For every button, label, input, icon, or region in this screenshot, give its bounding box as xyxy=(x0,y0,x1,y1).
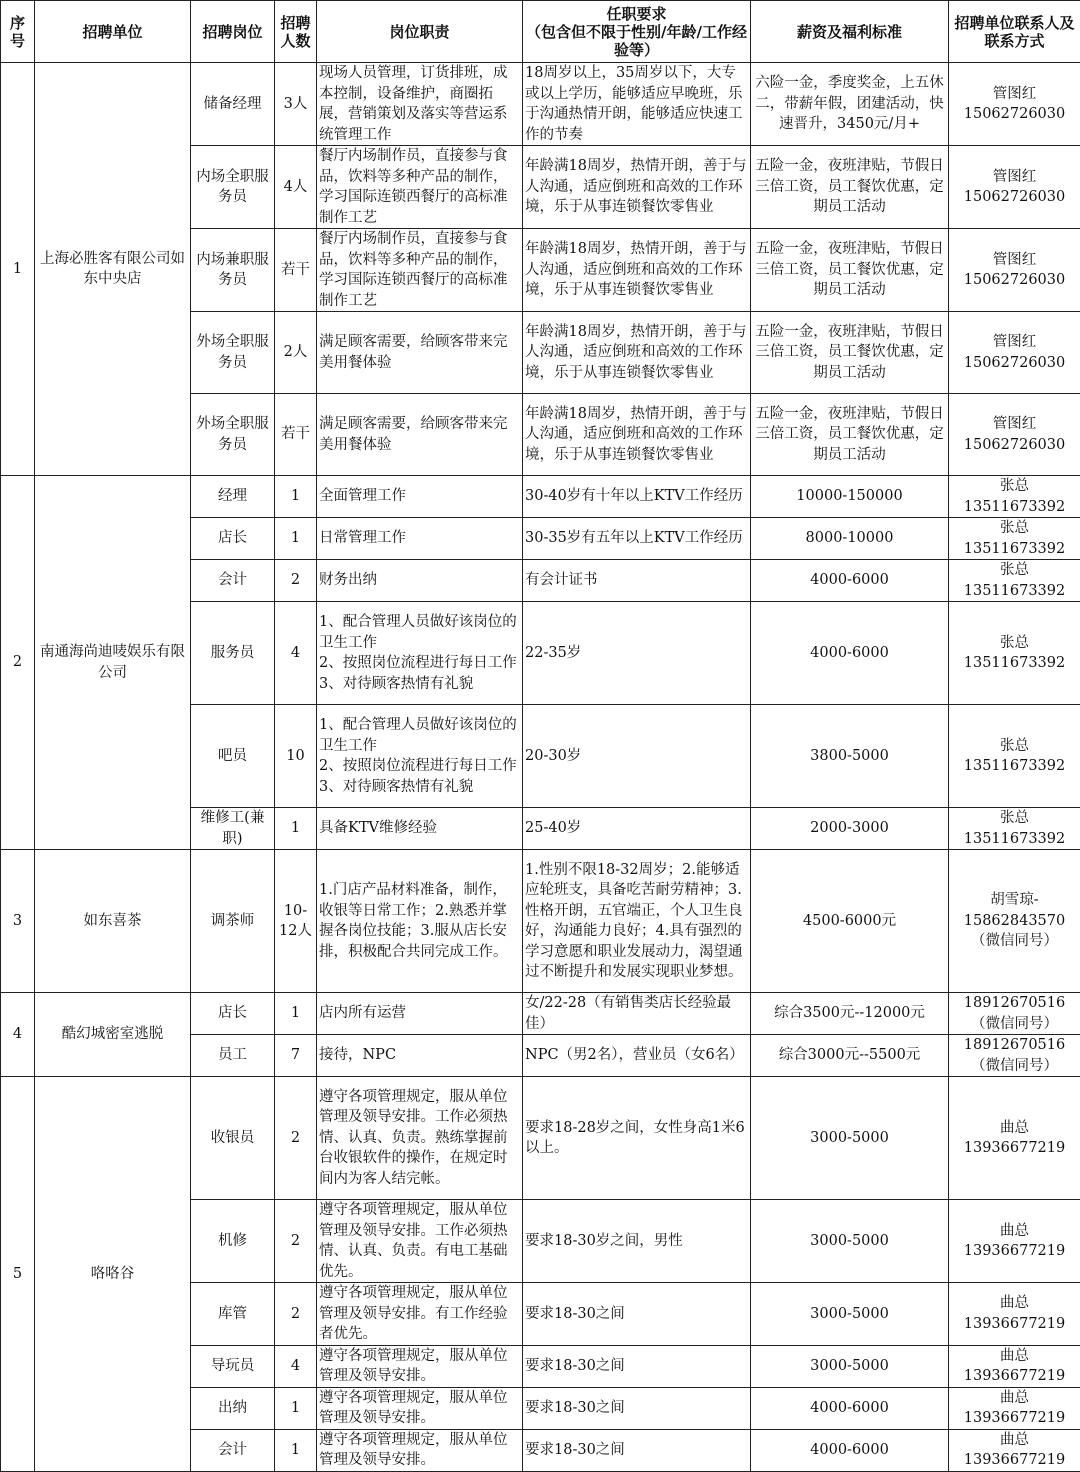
table-row xyxy=(1,1077,1080,1200)
count-cell: 1 xyxy=(275,476,317,518)
salary-cell: 3000-5000 xyxy=(751,1200,949,1283)
seq-cell: 1 xyxy=(1,63,35,476)
contact-cell: 管图红 15062726030 xyxy=(949,312,1080,394)
salary-cell: 五险一金，夜班津贴，节假日三倍工资，员工餐饮优惠，定期员工活动 xyxy=(751,229,949,312)
header-requirements: 任职要求 （包含但不限于性别/年龄/工作经验等） xyxy=(523,1,751,63)
duties-cell: 满足顾客需要，给顾客带来完美用餐体验 xyxy=(317,394,523,476)
position-cell: 员工 xyxy=(191,1035,275,1077)
contact-cell: 曲总13936677219 xyxy=(949,1077,1080,1200)
duties-cell: 日常管理工作 xyxy=(317,518,523,560)
contact-cell: 管图红 15062726030 xyxy=(949,394,1080,476)
count-cell: 2 xyxy=(275,560,317,602)
salary-cell: 3000-5000 xyxy=(751,1283,949,1346)
count-cell: 2 xyxy=(275,1200,317,1283)
count-cell: 2 xyxy=(275,1283,317,1346)
header-count: 招聘人数 xyxy=(275,1,317,63)
requirements-cell: 30-40岁有十年以上KTV工作经历 xyxy=(523,476,751,518)
duties-cell: 餐厅内场制作员，直接参与食品，饮料等多种产品的制作，学习国际连锁西餐厅的高标准制作工艺 xyxy=(317,146,523,229)
salary-cell: 4000-6000 xyxy=(751,602,949,705)
position-cell: 维修工(兼职) xyxy=(191,808,275,850)
duties-cell: 接待，NPC xyxy=(317,1035,523,1077)
requirements-cell: 要求18-30之间 xyxy=(523,1345,751,1387)
count-cell: 1 xyxy=(275,1429,317,1471)
duties-cell: 遵守各项管理规定，服从单位管理及领导安排。有工作经验者优先。 xyxy=(317,1283,523,1346)
position-cell: 收银员 xyxy=(191,1077,275,1200)
count-cell: 4 xyxy=(275,1345,317,1387)
seq-cell: 4 xyxy=(1,993,35,1077)
contact-cell: 曲总13936677219 xyxy=(949,1387,1080,1429)
duties-cell: 遵守各项管理规定，服从单位管理及领导安排。工作必须热情、认真、负责。有电工基础优先。 xyxy=(317,1200,523,1283)
count-cell: 10-12人 xyxy=(275,850,317,993)
count-cell: 3人 xyxy=(275,63,317,146)
company-cell: 酷幻城密室逃脱 xyxy=(35,993,191,1077)
count-cell: 7 xyxy=(275,1035,317,1077)
requirements-cell: 年龄满18周岁，热情开朗，善于与人沟通，适应倒班和高效的工作环境，乐于从事连锁餐饮零售业 xyxy=(523,394,751,476)
count-cell: 4 xyxy=(275,602,317,705)
duties-cell: 现场人员管理，订货排班，成本控制，设备维护，商圈拓展，营销策划及落实等营运系统管理工作 xyxy=(317,63,523,146)
duties-cell: 餐厅内场制作员，直接参与食品，饮料等多种产品的制作，学习国际连锁西餐厅的高标准制作工艺 xyxy=(317,229,523,312)
salary-cell: 综合3500元--12000元 xyxy=(751,993,949,1035)
requirements-cell: 年龄满18周岁，热情开朗，善于与人沟通，适应倒班和高效的工作环境，乐于从事连锁餐饮零售业 xyxy=(523,312,751,394)
requirements-cell: 要求18-30之间 xyxy=(523,1429,751,1471)
count-cell: 1 xyxy=(275,993,317,1035)
requirements-cell: 要求18-30之间 xyxy=(523,1283,751,1346)
contact-cell: 张总13511673392 xyxy=(949,560,1080,602)
salary-cell: 五险一金，夜班津贴，节假日三倍工资，员工餐饮优惠，定期员工活动 xyxy=(751,394,949,476)
duties-cell: 遵守各项管理规定，服从单位管理及领导安排。 xyxy=(317,1429,523,1471)
salary-cell: 五险一金，夜班津贴，节假日三倍工资，员工餐饮优惠，定期员工活动 xyxy=(751,146,949,229)
salary-cell: 4000-6000 xyxy=(751,1387,949,1429)
contact-cell: 张总13511673392 xyxy=(949,705,1080,808)
table-row xyxy=(1,63,1080,146)
requirements-cell: 1.性别不限18-32周岁；2.能够适应轮班支，具备吃苦耐劳精神；3.性格开朗，五官端正，个人卫生良好，沟通能力良好；4.具有强烈的学习意愿和职业发展动力，渴望通过不断提升和发展实现职业梦想。 xyxy=(523,850,751,993)
salary-cell: 4000-6000 xyxy=(751,560,949,602)
salary-cell: 3000-5000 xyxy=(751,1345,949,1387)
header-seq: 序号 xyxy=(1,1,35,63)
contact-cell: 曲总13936677219 xyxy=(949,1345,1080,1387)
header-position: 招聘岗位 xyxy=(191,1,275,63)
contact-cell: 管图红 15062726030 xyxy=(949,63,1080,146)
position-cell: 机修 xyxy=(191,1200,275,1283)
count-cell: 1 xyxy=(275,1387,317,1429)
count-cell: 1 xyxy=(275,808,317,850)
salary-cell: 8000-10000 xyxy=(751,518,949,560)
header-salary: 薪资及福利标准 xyxy=(751,1,949,63)
salary-cell: 4500-6000元 xyxy=(751,850,949,993)
company-cell: 咯咯谷 xyxy=(35,1077,191,1472)
contact-cell: 曲总13936677219 xyxy=(949,1200,1080,1283)
contact-cell: 胡雪琼- 15862843570 （微信同号） xyxy=(949,850,1080,993)
table-row xyxy=(1,476,1080,518)
contact-cell: 曲总13936677219 xyxy=(949,1283,1080,1346)
requirements-cell: 18周岁以上，35周岁以下，大专或以上学历，能够适应早晚班，乐于沟通热情开朗，能够适应快速工作的节奏 xyxy=(523,63,751,146)
seq-cell: 2 xyxy=(1,476,35,850)
position-cell: 服务员 xyxy=(191,602,275,705)
salary-cell: 六险一金，季度奖金，上五休二，带薪年假，团建活动，快速晋升，3450元/月+ xyxy=(751,63,949,146)
position-cell: 吧员 xyxy=(191,705,275,808)
salary-cell: 10000-150000 xyxy=(751,476,949,518)
duties-cell: 1.门店产品材料准备，制作，收银等日常工作；2.熟悉并掌握各岗位技能；3.服从店长安排，积极配合共同完成工作。 xyxy=(317,850,523,993)
requirements-cell: NPC（男2名），营业员（女6名） xyxy=(523,1035,751,1077)
salary-cell: 2000-3000 xyxy=(751,808,949,850)
contact-cell: 张总13511673392 xyxy=(949,808,1080,850)
count-cell: 2 xyxy=(275,1077,317,1200)
requirements-cell: 有会计证书 xyxy=(523,560,751,602)
count-cell: 2人 xyxy=(275,312,317,394)
position-cell: 导玩员 xyxy=(191,1345,275,1387)
position-cell: 内场全职服务员 xyxy=(191,146,275,229)
position-cell: 店长 xyxy=(191,993,275,1035)
header-row xyxy=(1,1,1080,63)
position-cell: 会计 xyxy=(191,1429,275,1471)
duties-cell: 全面管理工作 xyxy=(317,476,523,518)
duties-cell: 遵守各项管理规定，服从单位管理及领导安排。 xyxy=(317,1387,523,1429)
requirements-cell: 年龄满18周岁，热情开朗，善于与人沟通，适应倒班和高效的工作环境，乐于从事连锁餐饮零售业 xyxy=(523,229,751,312)
position-cell: 经理 xyxy=(191,476,275,518)
contact-cell: 张总13511673392 xyxy=(949,476,1080,518)
position-cell: 出纳 xyxy=(191,1387,275,1429)
header-contact: 招聘单位联系人及联系方式 xyxy=(949,1,1080,63)
contact-cell: 曲总13936677219 xyxy=(949,1429,1080,1471)
duties-cell: 具备KTV维修经验 xyxy=(317,808,523,850)
position-cell: 内场兼职服务员 xyxy=(191,229,275,312)
contact-cell: 管图红 15062726030 xyxy=(949,229,1080,312)
position-cell: 外场全职服务员 xyxy=(191,312,275,394)
duties-cell: 遵守各项管理规定，服从单位管理及领导安排。 xyxy=(317,1345,523,1387)
contact-cell: 张总13511673392 xyxy=(949,518,1080,560)
count-cell: 1 xyxy=(275,518,317,560)
contact-cell: 18912670516（微信同号） xyxy=(949,1035,1080,1077)
requirements-cell: 要求18-30岁之间，男性 xyxy=(523,1200,751,1283)
position-cell: 外场全职服务员 xyxy=(191,394,275,476)
position-cell: 库管 xyxy=(191,1283,275,1346)
requirements-cell: 20-30岁 xyxy=(523,705,751,808)
duties-cell: 财务出纳 xyxy=(317,560,523,602)
position-cell: 调茶师 xyxy=(191,850,275,993)
count-cell: 若干 xyxy=(275,394,317,476)
salary-cell: 综合3000元--5500元 xyxy=(751,1035,949,1077)
company-cell: 上海必胜客有限公司如东中央店 xyxy=(35,63,191,476)
requirements-cell: 女/22-28（有销售类店长经验最佳） xyxy=(523,993,751,1035)
duties-cell: 1、配合管理人员做好该岗位的卫生工作 2、按照岗位流程进行每日工作 3、对待顾客热情有礼貌 xyxy=(317,602,523,705)
salary-cell: 3000-5000 xyxy=(751,1077,949,1200)
header-duties: 岗位职责 xyxy=(317,1,523,63)
count-cell: 若干 xyxy=(275,229,317,312)
requirements-cell: 22-35岁 xyxy=(523,602,751,705)
salary-cell: 3800-5000 xyxy=(751,705,949,808)
header-company: 招聘单位 xyxy=(35,1,191,63)
position-cell: 会计 xyxy=(191,560,275,602)
company-cell: 如东喜茶 xyxy=(35,850,191,993)
table-row xyxy=(1,993,1080,1035)
salary-cell: 4000-6000 xyxy=(751,1429,949,1471)
duties-cell: 遵守各项管理规定，服从单位管理及领导安排。工作必须热情、认真、负责。熟练掌握前台收银软件的操作，在规定时间内为客人结完帐。 xyxy=(317,1077,523,1200)
requirements-cell: 要求18-30之间 xyxy=(523,1387,751,1429)
duties-cell: 1、配合管理人员做好该岗位的卫生工作 2、按照岗位流程进行每日工作 3、对待顾客热情有礼貌 xyxy=(317,705,523,808)
requirements-cell: 要求18-28岁之间，女性身高1米6以上。 xyxy=(523,1077,751,1200)
position-cell: 店长 xyxy=(191,518,275,560)
requirements-cell: 30-35岁有五年以上KTV工作经历 xyxy=(523,518,751,560)
count-cell: 4人 xyxy=(275,146,317,229)
duties-cell: 满足顾客需要，给顾客带来完美用餐体验 xyxy=(317,312,523,394)
table-row xyxy=(1,850,1080,993)
seq-cell: 5 xyxy=(1,1077,35,1472)
position-cell: 储备经理 xyxy=(191,63,275,146)
salary-cell: 五险一金，夜班津贴，节假日三倍工资，员工餐饮优惠，定期员工活动 xyxy=(751,312,949,394)
requirements-cell: 年龄满18周岁，热情开朗，善于与人沟通，适应倒班和高效的工作环境，乐于从事连锁餐饮零售业 xyxy=(523,146,751,229)
company-cell: 南通海尚迪唛娱乐有限公司 xyxy=(35,476,191,850)
duties-cell: 店内所有运营 xyxy=(317,993,523,1035)
contact-cell: 张总13511673392 xyxy=(949,602,1080,705)
seq-cell: 3 xyxy=(1,850,35,993)
contact-cell: 管图红 15062726030 xyxy=(949,146,1080,229)
count-cell: 10 xyxy=(275,705,317,808)
contact-cell: 18912670516（微信同号） xyxy=(949,993,1080,1035)
requirements-cell: 25-40岁 xyxy=(523,808,751,850)
